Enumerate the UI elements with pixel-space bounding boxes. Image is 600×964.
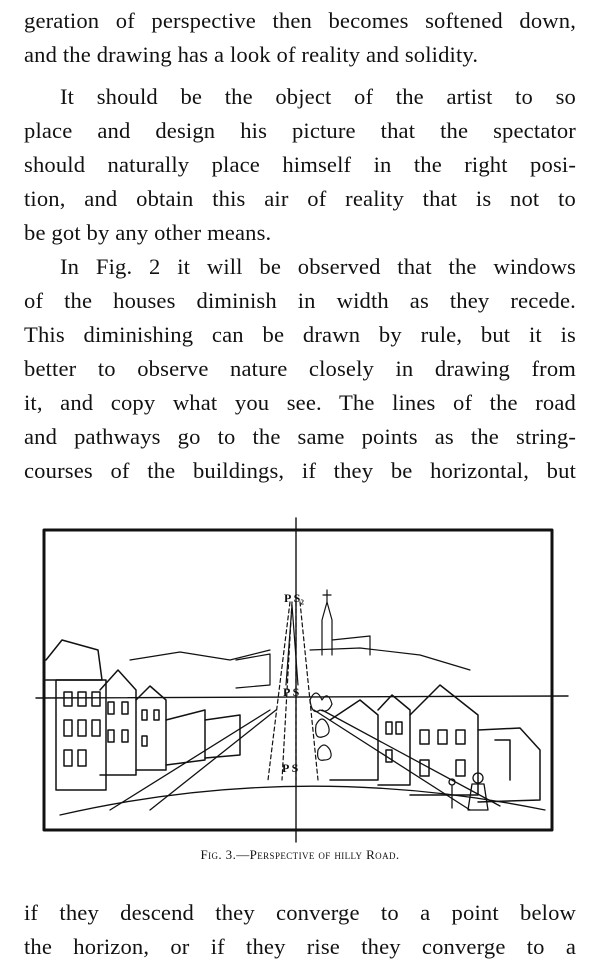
paragraph-continuation [24,4,576,72]
paragraph-bottom [24,896,576,964]
paragraph-fig2 [24,250,576,488]
text-line: it, and copy what you see. The lines of the road [24,390,576,415]
text-line: place and design his picture that the spectator [24,118,576,143]
text-line: the horizon, or if they rise they converge to a [24,934,576,959]
text-line: if they descend they converge to a point below [24,900,576,925]
text-line: be got by any other means. [24,220,272,245]
horizon-line [36,696,568,698]
figure-caption: Fig. 3.—Perspective of hilly Road. [200,847,400,862]
text-line: of the houses diminish in width as they recede. [24,288,576,313]
text-line: and pathways go to the same points as the string- [24,424,576,449]
text-line: and the drawing has a look of reality and solidity. [24,42,479,67]
text-line: tion, and obtain this air of reality that is not to [24,186,576,211]
label-ps2: P S₂ [284,591,304,605]
text-line: courses of the buildings, if they be horizontal, but [24,458,576,483]
figure-illustration [0,510,600,850]
text-line: In Fig. 2 it will be observed that the windows [60,254,576,279]
trees [310,693,332,760]
paragraph-artist-object [24,80,576,250]
figures [449,773,488,810]
text-line: This diminishing can be drawn by rule, but it is [24,322,576,347]
text-line: geration of perspective then becomes softened down, [24,8,576,33]
label-ps-horizon: P S [283,685,300,699]
label-ps-low: P S [282,761,299,775]
left-houses [46,640,240,790]
text-line: It should be the object of the artist to so [60,84,576,109]
road [60,710,545,815]
text-line: should naturally place himself in the right posi- [24,152,576,177]
text-line: better to observe nature closely in drawing from [24,356,576,381]
right-houses [330,685,540,802]
